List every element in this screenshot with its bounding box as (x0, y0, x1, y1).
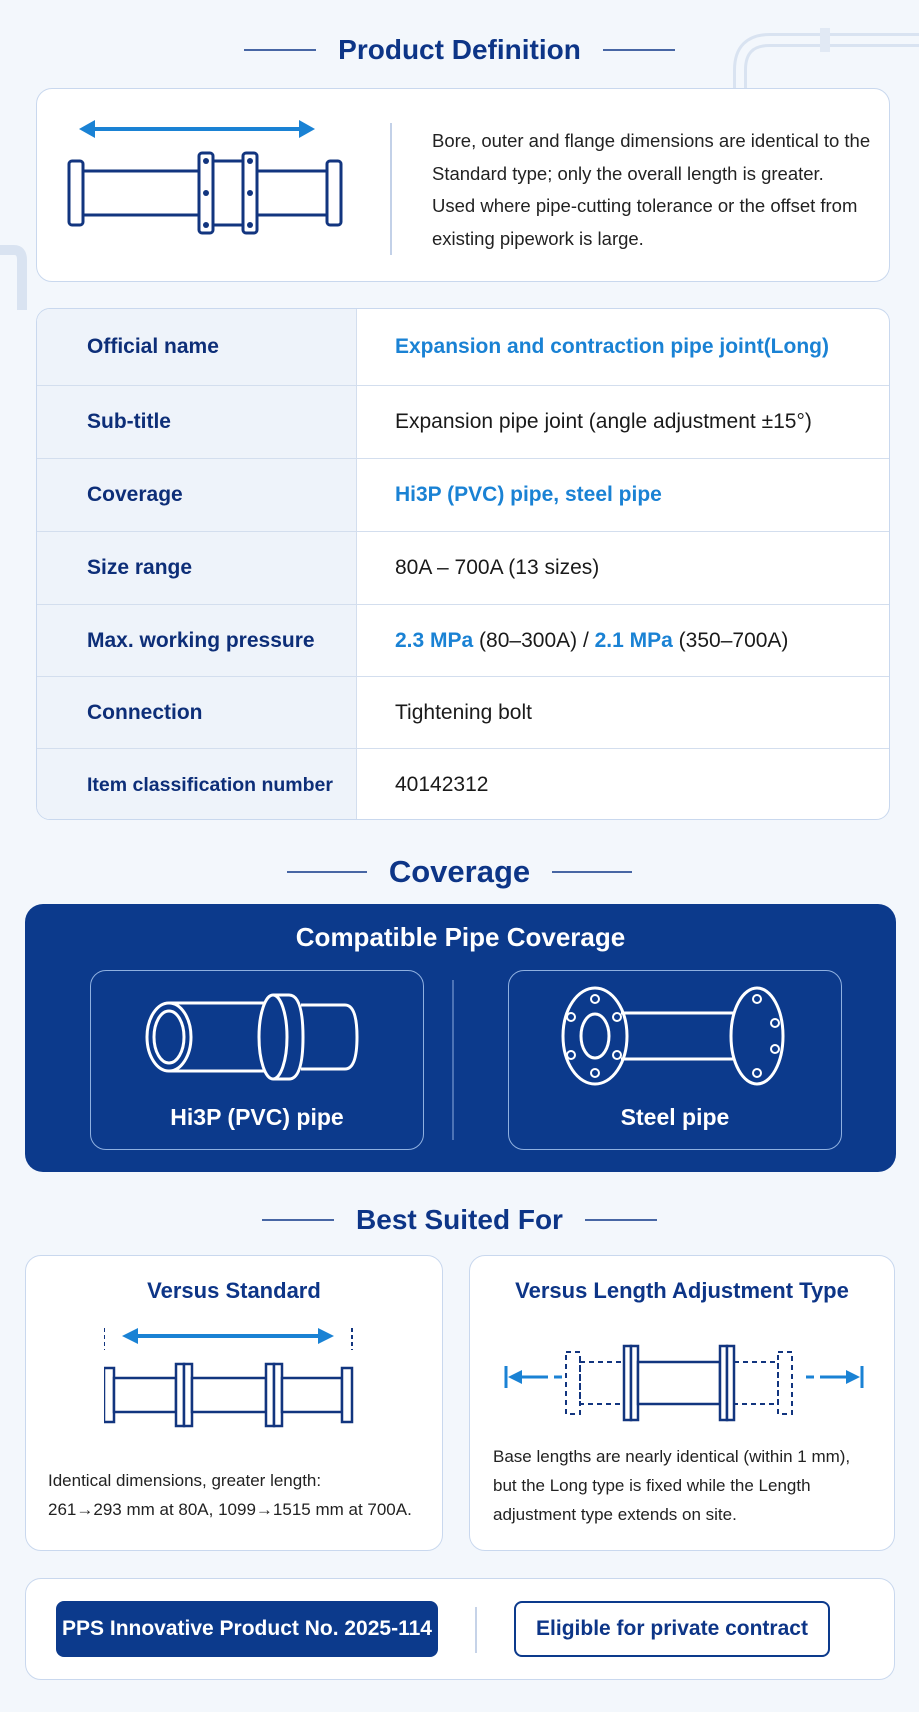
coverage-item-pvc-pipe (90, 970, 424, 1150)
definition-text: Bore, outer and flange dimensions are identical to the Standard type; only the overall length is greater. Used where pipe-cutting tolerance or the offset from existing pipework is large. (432, 130, 871, 249)
table-row-coverage (37, 458, 890, 531)
table-row-official-name (37, 309, 890, 385)
section-title-text: Best Suited For (356, 1204, 563, 1235)
coverage-item-steel-pipe (508, 970, 842, 1150)
pvc-pipe-icon (141, 987, 377, 1087)
row-label: Item classification number (37, 749, 357, 820)
section-title-coverage (0, 852, 919, 892)
card-heading: Versus Standard (147, 1278, 321, 1303)
length-adjustment-joint-icon (504, 1332, 864, 1432)
title-rule (552, 871, 632, 873)
row-label: Size range (37, 532, 357, 604)
description-line: Identical dimensions, greater length: (48, 1471, 322, 1490)
description-line: but the Long type is fixed while the Length (493, 1476, 811, 1495)
row-label: Official name (37, 309, 357, 385)
pressure-value-1: 2.3 MPa (395, 628, 474, 652)
product-definition-card (36, 88, 890, 282)
title-rule (585, 1219, 657, 1221)
row-value: Expansion pipe joint (angle adjustment ±15°) (395, 410, 812, 433)
row-value: 80A – 700A (13 sizes) (395, 556, 600, 579)
row-value: Expansion and contraction pipe joint(Long) (395, 335, 829, 358)
footer-divider (475, 1607, 477, 1653)
card-description (48, 1466, 412, 1524)
title-rule (287, 871, 367, 873)
section-title-product-definition (0, 30, 919, 70)
long-joint-illustration-icon (67, 117, 347, 257)
standard-vs-long-joint-icon (104, 1322, 364, 1432)
footer-badges-card (25, 1578, 895, 1680)
pressure-range-1: (80–300A) / (473, 628, 595, 652)
versus-standard-card (25, 1255, 443, 1551)
title-rule (244, 49, 316, 51)
description-line: adjustment type extends on site. (493, 1505, 737, 1524)
row-value: Hi3P (PVC) pipe, steel pipe (395, 483, 662, 506)
section-title-best-suited (0, 1200, 919, 1240)
versus-length-adjustment-card (469, 1255, 895, 1551)
card-heading: Versus Length Adjustment Type (515, 1278, 849, 1303)
row-label: Max. working pressure (37, 605, 357, 676)
table-row-classification (37, 748, 890, 820)
table-row-size-range (37, 531, 890, 604)
pps-innovative-product-badge: PPS Innovative Product No. 2025-114 (56, 1601, 438, 1657)
description-line: Base lengths are nearly identical (within 1 mm), (493, 1447, 851, 1466)
row-value: 40142312 (395, 773, 489, 796)
definition-divider (390, 123, 392, 255)
coverage-panel-heading: Compatible Pipe Coverage (295, 922, 626, 952)
table-row-sub-title (37, 385, 890, 458)
private-contract-badge: Eligible for private contract (514, 1601, 830, 1657)
row-label: Connection (37, 677, 357, 748)
section-title-text: Coverage (388, 854, 531, 889)
pressure-value-2: 2.1 MPa (594, 628, 673, 652)
title-rule (603, 49, 675, 51)
row-value: Tightening bolt (395, 700, 532, 724)
pressure-range-2: (350–700A) (672, 628, 789, 652)
coverage-item-label: Hi3P (PVC) pipe (170, 1104, 344, 1130)
title-rule (262, 1219, 334, 1221)
coverage-item-label: Steel pipe (620, 1104, 730, 1130)
background-pipe-icon (0, 230, 30, 310)
coverage-divider (452, 980, 454, 1140)
table-row-pressure (37, 604, 890, 676)
description-line: 261→293 mm at 80A, 1099→1515 mm at 700A. (48, 1500, 412, 1519)
card-description (493, 1442, 850, 1529)
row-label: Coverage (37, 459, 357, 531)
row-value (357, 605, 890, 676)
section-title-text: Product Definition (338, 34, 581, 65)
row-label: Sub-title (37, 386, 357, 458)
flanged-steel-pipe-icon (559, 983, 799, 1089)
compatible-pipe-coverage-panel (25, 904, 896, 1172)
spec-table (36, 308, 890, 820)
table-row-connection (37, 676, 890, 748)
